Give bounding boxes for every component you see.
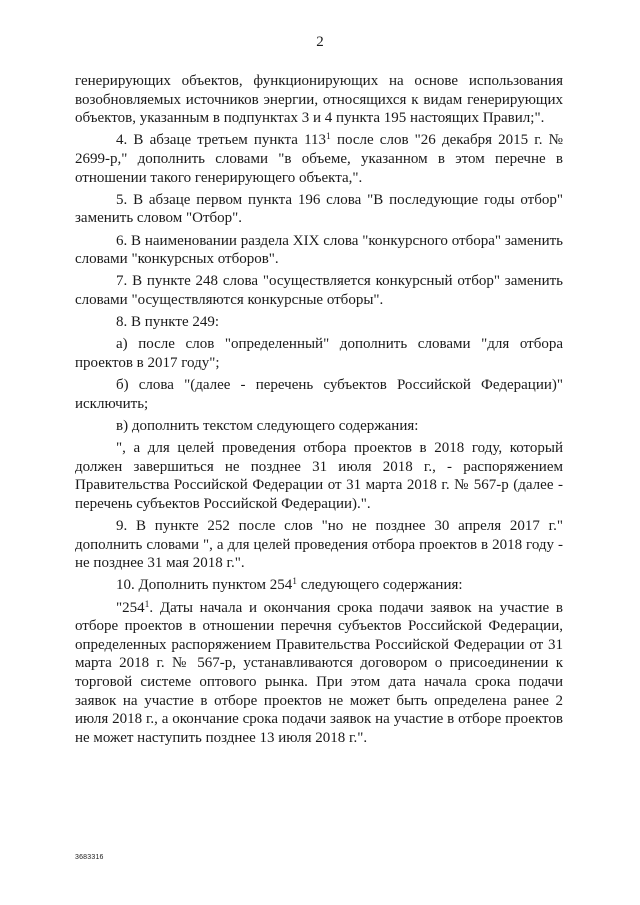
paragraph-text: генерирующих объектов, функционирующих на основе использования возобновляемых источников энергии, относящихся к видам генерирующих объектов, указанным в подпунктах 3 и 4 пункта 195 настоящих Правил;". — [75, 73, 563, 127]
paragraph-text: а) после слов "определенный" дополнить словами "для отбора проектов в 2017 году"; — [75, 336, 563, 371]
paragraph-text: после слов "26 декабря 2015 г. № 2699-р," дополнить словами "в объеме, указанном в этом перечне в отношении такого генерирующего объекта,". — [75, 132, 563, 186]
document-body — [75, 72, 563, 751]
paragraph-text: 10. Дополнить пунктом 254 — [116, 577, 293, 594]
paragraph-text: "254 — [116, 599, 145, 616]
paragraph-text: . Даты начала и окончания срока подачи заявок на участие в отборе проектов в отношении перечня субъектов Российской Федерации, определенных распоряжением Правительства Российской Федерации от 31 марта 2018 г. № 567-р, устанавливаются договором о присоединении к торговой системе оптового рынка. При этом дата начала срока подачи заявок на участие в отборе проектов не может быть определена ранее 2 июля 2018 г., а окончание срока подачи заявок на участие в отборе проектов не может наступить позднее 13 июля 2018 г.". — [75, 599, 563, 746]
paragraph — [75, 376, 563, 413]
paragraph-text: 8. В пункте 249: — [116, 314, 220, 331]
paragraph — [75, 439, 563, 513]
paragraph-text: 4. В абзаце третьем пункта 113 — [116, 132, 327, 149]
page-number: 2 — [316, 34, 324, 50]
paragraph — [75, 191, 563, 228]
paragraph — [75, 272, 563, 309]
paragraph-text: 5. В абзаце первом пункта 196 слова "В последующие годы отбор" заменить словом "Отбор". — [75, 191, 563, 227]
paragraph-text: 9. В пункте 252 после слов "но не позднее 30 апреля 2017 г." дополнить словами ", а для целей проведения отбора проектов в 2018 году - не позднее 31 мая 2018 г.". — [75, 518, 563, 572]
superscript: 1 — [326, 132, 331, 143]
paragraph — [75, 517, 563, 573]
paragraph — [75, 599, 563, 748]
paragraph — [75, 335, 563, 372]
superscript: 1 — [292, 577, 297, 588]
paragraph — [75, 313, 563, 332]
superscript: 1 — [144, 599, 150, 610]
document-code: 3683316 — [75, 854, 104, 861]
paragraph — [75, 417, 563, 436]
paragraph-text: б) слова "(далее - перечень субъектов Российской Федерации)" исключить; — [75, 377, 563, 412]
paragraph-text: следующего содержания: — [296, 577, 463, 594]
paragraph — [75, 131, 563, 187]
paragraph — [75, 232, 563, 269]
paragraph — [75, 72, 563, 128]
paragraph-text: в) дополнить текстом следующего содержания: — [116, 417, 419, 434]
paragraph-text: ", а для целей проведения отбора проектов в 2018 году, который должен завершиться не позднее 31 июля 2018 г., - распоряжением Правительства Российской Федерации от 31 марта 2018 г. № 567-р (далее - перечень субъектов Российской Федерации).". — [75, 440, 563, 512]
paragraph-text: 7. В пункте 248 слова "осуществляется конкурсный отбор" заменить словами "осуществляются конкурсные отборы". — [75, 273, 563, 308]
paragraph-text: 6. В наименовании раздела XIX слова "конкурсного отбора" заменить словами "конкурсных отборов". — [75, 232, 563, 268]
paragraph — [75, 576, 563, 595]
